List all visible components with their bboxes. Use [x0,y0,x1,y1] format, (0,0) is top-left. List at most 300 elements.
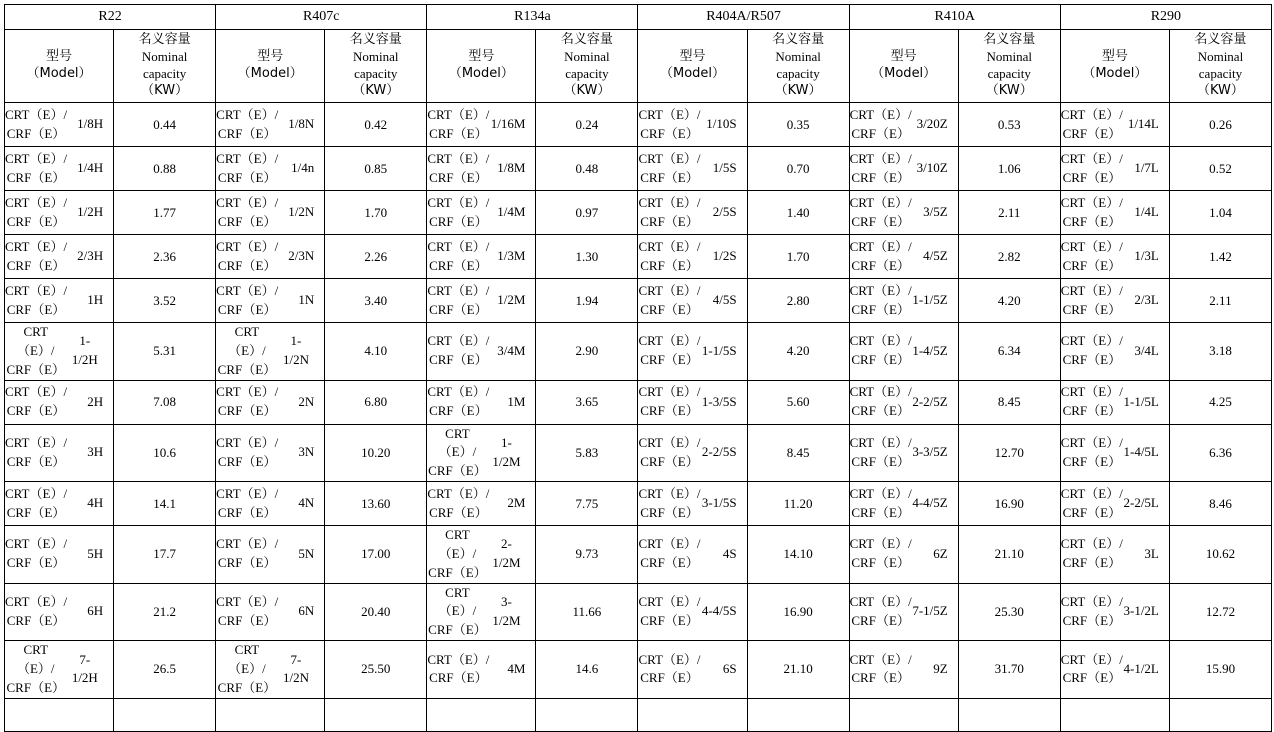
series-prefix-line2: CRF（E） [640,301,699,317]
capacity-value-r404a: 1.70 [747,235,849,279]
series-prefix-line2: CRF（E） [640,257,699,273]
model-value-r22: 1/4H [77,160,104,176]
model-cell-r407c [216,583,325,641]
subheader-model-label-en: （Model） [659,66,726,81]
model-value-r407c: 1-1/2N [282,333,309,368]
model-cell-r134a [427,191,536,235]
subheader-model-r22 [5,30,114,103]
table-row [5,279,1272,323]
model-value-r22: 2/3H [77,248,104,264]
series-prefix [638,238,700,276]
capacity-value-r290: 6.36 [1169,424,1271,482]
series-prefix-line2: CRF（E） [851,612,910,628]
series-prefix-line1: CRT（E）/ [849,150,912,166]
series-prefix-line1: CRT（E）/ [1060,194,1123,210]
model-cell-r407c [216,380,325,424]
series-prefix [216,282,278,320]
capacity-value-r407c: 20.40 [325,583,427,641]
series-prefix-line1: CRT（E）/ [5,150,68,166]
model-cell-r404a [638,583,747,641]
capacity-value-r410a: 25.30 [958,583,1060,641]
model-value-r410a: 3/5Z [923,204,948,220]
capacity-value-r404a: 11.20 [747,482,849,526]
series-prefix-line2: CRF（E） [6,169,66,185]
model-value-r134a: 1/2M [497,292,526,308]
series-prefix-line2: CRF（E） [6,301,66,317]
series-prefix-line2: CRF（E） [217,125,277,141]
subheader-capacity-label-cn: 名义容量 [138,32,191,48]
model-cell-r134a [427,279,536,323]
blank-cell [849,698,958,731]
series-prefix [216,383,278,421]
series-prefix-line2: CRF（E） [217,504,277,520]
capacity-value-r407c: 4.10 [325,323,427,381]
series-prefix-line1: CRT（E）/ [228,324,266,358]
subheader-capacity-r290 [1169,30,1271,103]
capacity-value-r404a: 8.45 [747,424,849,482]
capacity-value-r410a: 1.06 [958,147,1060,191]
series-prefix-line2: CRF（E） [6,453,66,469]
capacity-value-r290: 10.62 [1169,526,1271,584]
model-value-r404a: 1/10S [706,116,737,132]
series-prefix-line1: CRT（E）/ [849,238,912,254]
capacity-value-r407c: 3.40 [325,279,427,323]
series-prefix-line2: CRF（E） [1062,125,1122,141]
series-prefix [850,150,912,188]
model-value-r134a: 2M [507,495,526,511]
series-prefix [5,150,67,188]
model-value-r134a: 2-1/2M [492,536,521,571]
model-value-r404a: 2-2/5S [701,444,737,460]
capacity-value-r410a: 16.90 [958,482,1060,526]
series-prefix-line1: CRT（E）/ [849,485,912,501]
model-cell-r407c [216,147,325,191]
series-prefix-line1: CRT（E）/ [1060,384,1123,400]
model-cell-r290 [1060,323,1169,381]
series-prefix-line1: CRT（E）/ [849,594,912,610]
series-prefix [427,584,487,641]
capacity-value-r134a: 0.97 [536,191,638,235]
capacity-value-r134a: 0.24 [536,103,638,147]
model-cell-r410a [849,103,958,147]
model-cell-r134a [427,323,536,381]
capacity-value-r404a: 5.60 [747,380,849,424]
model-cell-r407c [216,235,325,279]
capacity-value-r22: 0.88 [114,147,216,191]
series-prefix-line2: CRF（E） [429,301,488,317]
model-value-r22: 1/8H [77,116,104,132]
model-cell-r407c [216,323,325,381]
series-prefix-line1: CRT（E）/ [1060,150,1123,166]
table-row [5,583,1272,641]
series-prefix-line2: CRF（E） [640,213,699,229]
series-prefix [1061,383,1123,421]
series-prefix-line1: CRT（E）/ [216,194,279,210]
series-prefix [216,485,278,523]
series-prefix-line2: CRF（E） [640,504,699,520]
capacity-value-r290: 1.42 [1169,235,1271,279]
model-value-r22: 1/2H [77,204,104,220]
blank-cell [216,698,325,731]
subheader-capacity-label-en1: Nominal [775,49,821,65]
capacity-value-r134a: 0.48 [536,147,638,191]
model-cell-r290 [1060,380,1169,424]
series-prefix [638,282,700,320]
series-prefix [638,485,700,523]
capacity-value-r404a: 4.20 [747,323,849,381]
series-prefix [5,194,67,232]
series-prefix-line2: CRF（E） [6,612,66,628]
series-prefix-line1: CRT（E）/ [849,536,912,552]
model-value-r290: 1-1/5L [1123,393,1159,409]
capacity-value-r290: 1.04 [1169,191,1271,235]
subheader-model-label-cn: 型号 [468,49,495,65]
subheader-capacity-r407c [325,30,427,103]
series-prefix [1061,434,1123,472]
series-prefix [216,150,278,188]
series-prefix-line2: CRF（E） [640,555,699,571]
capacity-value-r410a: 2.11 [958,191,1060,235]
table-footer-blank-row [5,698,1272,731]
blank-cell [747,698,849,731]
series-prefix [850,593,912,631]
series-prefix-line2: CRF（E） [851,125,910,141]
series-prefix-line2: CRF（E） [1062,301,1122,317]
capacity-value-r407c: 13.60 [325,482,427,526]
series-prefix-line1: CRT（E）/ [849,434,912,450]
series-prefix-line1: CRT（E）/ [5,485,68,501]
series-prefix-line2: CRF（E） [429,670,488,686]
series-prefix [850,282,912,320]
model-value-r22: 5H [87,545,104,561]
series-prefix [1061,194,1123,232]
series-prefix-line2: CRF（E） [428,622,487,638]
subheader-capacity-label-en1: Nominal [564,49,610,65]
model-cell-r22 [5,583,114,641]
model-value-r410a: 3/10Z [916,160,948,176]
model-value-r22: 1-1/2H [71,333,98,368]
series-prefix-line1: CRT（E）/ [638,333,701,349]
series-prefix [638,383,700,421]
series-prefix [1061,106,1123,144]
model-cell-r134a [427,526,536,584]
series-prefix-line2: CRF（E） [1062,555,1122,571]
series-prefix [850,651,912,689]
model-value-r404a: 1/2S [712,248,737,264]
model-cell-r134a [427,424,536,482]
subheader-model-label-en: （Model） [871,66,937,81]
subheader-model-label-cn: 型号 [890,49,917,65]
series-prefix [1061,238,1123,276]
subheader-capacity-label-cn: 名义容量 [983,32,1036,48]
series-prefix-line2: CRF（E） [6,361,66,377]
series-prefix-line2: CRF（E） [6,679,66,695]
capacity-value-r22: 1.77 [114,191,216,235]
subheader-capacity-label-en2: capacity [1198,66,1243,81]
model-cell-r290 [1060,482,1169,526]
model-value-r134a: 1/3M [497,248,526,264]
group-header-r410a: R410A [849,5,1060,30]
series-prefix-line2: CRF（E） [217,257,277,273]
model-cell-r22 [5,526,114,584]
series-prefix-line1: CRT（E）/ [638,106,701,122]
subheader-capacity-label-unit: （KW） [141,82,189,98]
table-row [5,482,1272,526]
capacity-value-r407c: 0.85 [325,147,427,191]
series-prefix-line2: CRF（E） [429,352,488,368]
series-prefix-line1: CRT（E）/ [638,485,701,501]
series-prefix [216,434,278,472]
series-prefix-line2: CRF（E） [851,504,910,520]
capacity-value-r410a: 2.82 [958,235,1060,279]
model-value-r407c: 4N [298,495,315,511]
series-prefix-line2: CRF（E） [217,555,277,571]
capacity-value-r134a: 2.90 [536,323,638,381]
capacity-value-r404a: 14.10 [747,526,849,584]
series-prefix-line2: CRF（E） [1062,352,1122,368]
series-prefix-line1: CRT（E）/ [5,594,68,610]
model-value-r134a: 1-1/2M [492,434,521,469]
blank-cell [536,698,638,731]
series-prefix-line1: CRT（E）/ [849,282,912,298]
capacity-value-r404a: 1.40 [747,191,849,235]
series-prefix-line1: CRT（E）/ [638,194,701,210]
series-prefix-line1: CRT（E）/ [216,536,279,552]
model-cell-r407c [216,526,325,584]
series-prefix-line1: CRT（E）/ [216,282,279,298]
model-cell-r290 [1060,641,1169,699]
model-cell-r22 [5,424,114,482]
model-value-r290: 3L [1144,545,1159,561]
model-cell-r22 [5,103,114,147]
capacity-value-r22: 5.31 [114,323,216,381]
model-value-r22: 6H [87,603,104,619]
series-prefix [638,106,700,144]
series-prefix-line1: CRT（E）/ [427,651,490,667]
model-value-r290: 3/4L [1134,342,1159,358]
model-value-r290: 1/7L [1134,160,1159,176]
group-header-r290: R290 [1060,5,1271,30]
model-value-r407c: 1/2N [288,204,315,220]
model-value-r404a: 2/5S [712,204,737,220]
series-prefix-line1: CRT（E）/ [5,384,68,400]
series-prefix-line1: CRT（E）/ [216,238,279,254]
series-prefix [427,106,489,144]
capacity-value-r410a: 21.10 [958,526,1060,584]
model-cell-r410a [849,526,958,584]
model-value-r410a: 1-1/5Z [912,292,948,308]
subheader-capacity-label-unit: （KW） [563,82,611,98]
series-prefix-line2: CRF（E） [1062,670,1122,686]
model-cell-r404a [638,380,747,424]
model-value-r407c: 2/3N [288,248,315,264]
model-value-r290: 1/3L [1134,248,1159,264]
series-prefix-line2: CRF（E） [640,403,699,419]
series-prefix-line2: CRF（E） [6,213,66,229]
model-value-r410a: 3/20Z [916,116,948,132]
series-prefix-line2: CRF（E） [1062,403,1122,419]
model-value-r22: 4H [87,495,104,511]
series-prefix [216,641,278,698]
model-cell-r404a [638,641,747,699]
blank-cell [1060,698,1169,731]
series-prefix [850,106,912,144]
series-prefix-line1: CRT（E）/ [5,536,68,552]
series-prefix-line1: CRT（E）/ [638,594,701,610]
subheader-capacity-label-cn: 名义容量 [772,32,825,48]
subheader-capacity-r404a [747,30,849,103]
model-cell-r22 [5,380,114,424]
series-prefix-line1: CRT（E）/ [427,282,490,298]
model-value-r410a: 1-4/5Z [912,342,948,358]
subheader-capacity-label-en2: capacity [142,66,187,81]
model-value-r290: 1/4L [1134,204,1159,220]
capacity-value-r134a: 1.94 [536,279,638,323]
blank-cell [325,698,427,731]
subheader-capacity-label-unit: （KW） [774,82,822,98]
capacity-value-r290: 2.11 [1169,279,1271,323]
model-value-r404a: 4S [722,545,737,561]
model-cell-r290 [1060,526,1169,584]
subheader-capacity-label-cn: 名义容量 [349,32,402,48]
model-cell-r134a [427,235,536,279]
series-prefix-line2: CRF（E） [1062,213,1122,229]
series-prefix-line2: CRF（E） [6,403,66,419]
capacity-value-r407c: 10.20 [325,424,427,482]
capacity-value-r404a: 0.35 [747,103,849,147]
series-prefix-line1: CRT（E）/ [427,150,490,166]
subheader-model-label-en: （Model） [26,66,92,81]
model-value-r22: 2H [87,393,104,409]
series-prefix-line1: CRT（E）/ [849,651,912,667]
blank-cell [638,698,747,731]
model-value-r404a: 3-1/5S [701,495,737,511]
series-prefix-line1: CRT（E）/ [216,150,279,166]
subheader-capacity-r410a [958,30,1060,103]
series-prefix-line2: CRF（E） [6,125,66,141]
model-value-r404a: 4-4/5S [701,603,737,619]
capacity-value-r407c: 6.80 [325,380,427,424]
series-prefix [5,323,67,380]
series-prefix [216,323,278,380]
series-prefix-line2: CRF（E） [6,504,66,520]
blank-cell [1169,698,1271,731]
model-cell-r410a [849,641,958,699]
model-cell-r407c [216,191,325,235]
capacity-value-r407c: 25.50 [325,641,427,699]
model-cell-r290 [1060,424,1169,482]
capacity-value-r404a: 16.90 [747,583,849,641]
model-cell-r407c [216,641,325,699]
model-value-r410a: 9Z [933,660,948,676]
series-prefix [638,194,700,232]
series-prefix [5,383,67,421]
subheader-model-label-en: （Model） [448,66,514,81]
model-cell-r290 [1060,235,1169,279]
model-cell-r410a [849,583,958,641]
model-value-r22: 1H [87,292,104,308]
model-cell-r404a [638,424,747,482]
series-prefix [216,106,278,144]
model-cell-r290 [1060,147,1169,191]
series-prefix-line2: CRF（E） [217,301,277,317]
subheader-capacity-label-en2: capacity [354,66,398,81]
series-prefix-line1: CRT（E）/ [1060,238,1123,254]
series-prefix-line2: CRF（E） [429,169,488,185]
series-prefix [638,434,700,472]
model-cell-r404a [638,482,747,526]
group-header-r134a: R134a [427,5,638,30]
refrigerant-group-header-row [5,5,1272,30]
series-prefix-line2: CRF（E） [1062,612,1122,628]
capacity-value-r407c: 1.70 [325,191,427,235]
model-cell-r404a [638,526,747,584]
series-prefix-line1: CRT（E）/ [638,238,701,254]
series-prefix-line2: CRF（E） [217,169,277,185]
series-prefix-line1: CRT（E）/ [1060,333,1123,349]
model-cell-r22 [5,323,114,381]
series-prefix-line1: CRT（E）/ [427,485,490,501]
model-cell-r290 [1060,191,1169,235]
series-prefix [638,150,700,188]
subheader-capacity-label-en1: Nominal [141,49,188,65]
subheader-capacity-label-unit: （KW） [352,82,400,98]
series-prefix [427,526,487,583]
model-value-r290: 2-2/5L [1123,495,1159,511]
model-cell-r290 [1060,103,1169,147]
subheader-capacity-label-en1: Nominal [986,49,1032,65]
subheader-capacity-r22 [114,30,216,103]
series-prefix-line2: CRF（E） [851,213,910,229]
model-value-r22: 3H [87,444,104,460]
model-value-r22: 7-1/2H [71,651,98,686]
model-value-r134a: 3-1/2M [492,594,521,628]
model-value-r410a: 4/5Z [923,248,948,264]
series-prefix-line1: CRT（E）/ [427,333,490,349]
series-prefix [850,194,912,232]
series-prefix-line2: CRF（E） [851,301,910,317]
capacity-value-r404a: 0.70 [747,147,849,191]
series-prefix-line2: CRF（E） [1062,453,1122,469]
model-cell-r404a [638,191,747,235]
series-prefix-line1: CRT（E）/ [5,106,68,122]
series-prefix-line2: CRF（E） [851,257,910,273]
series-prefix [5,282,67,320]
series-prefix-line1: CRT（E）/ [427,194,490,210]
series-prefix [1061,593,1123,631]
model-cell-r410a [849,380,958,424]
series-prefix-line2: CRF（E） [429,403,488,419]
series-prefix [850,332,912,370]
capacity-value-r290: 4.25 [1169,380,1271,424]
blank-cell [427,698,536,731]
series-prefix-line1: CRT（E）/ [638,536,701,552]
series-prefix-line1: CRT（E）/ [849,333,912,349]
capacity-value-r22: 7.08 [114,380,216,424]
subheader-capacity-label-en2: capacity [776,66,820,81]
series-prefix [1061,332,1123,370]
series-prefix-line1: CRT（E）/ [849,194,912,210]
series-prefix [1061,150,1123,188]
model-cell-r22 [5,147,114,191]
model-cell-r410a [849,279,958,323]
model-cell-r134a [427,380,536,424]
model-value-r404a: 1/5S [712,160,737,176]
model-value-r290: 4-1/2L [1123,660,1159,676]
model-cell-r134a [427,641,536,699]
model-cell-r404a [638,235,747,279]
table-row [5,147,1272,191]
